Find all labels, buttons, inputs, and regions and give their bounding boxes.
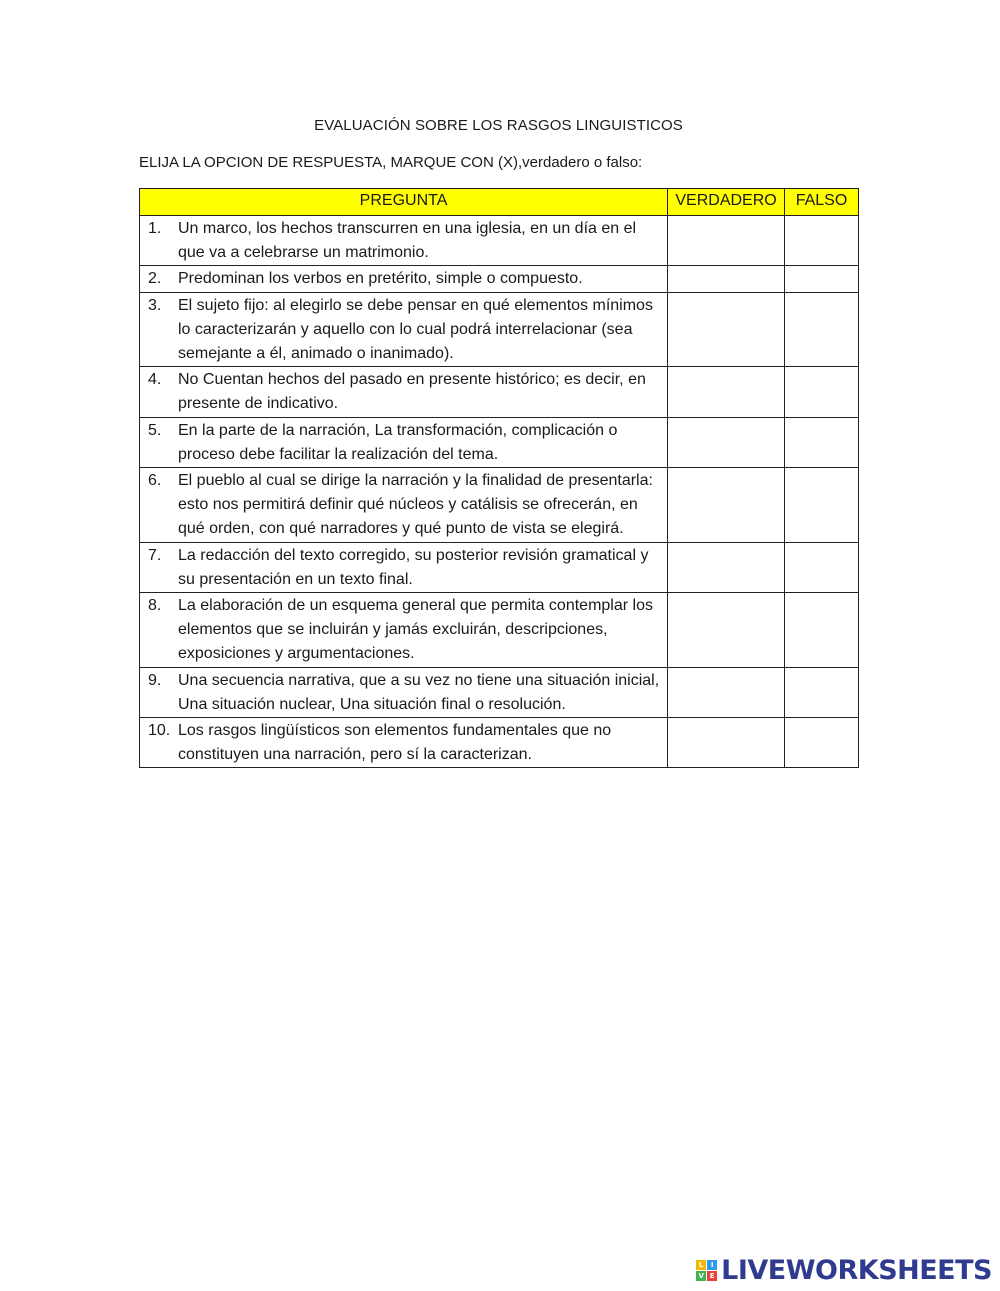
question-cell [140, 542, 668, 592]
question-text: La elaboración de un esquema general que permita contemplar los elementos que se incluirán y jamás excluirán, descripciones, exposiciones y argumentaciones. [178, 597, 653, 663]
false-answer-cell[interactable] [785, 542, 859, 592]
question-number: 6. [148, 472, 162, 490]
false-answer-cell[interactable] [785, 593, 859, 668]
question-cell [140, 417, 668, 467]
header-false: FALSO [785, 189, 859, 216]
false-answer-cell[interactable] [785, 468, 859, 543]
table-header-row [140, 189, 859, 216]
question-row [140, 216, 859, 266]
logo-text: LIVEWORKSHEETS [721, 1255, 992, 1286]
false-answer-cell[interactable] [785, 216, 859, 266]
question-cell [140, 468, 668, 543]
true-answer-cell[interactable] [668, 593, 785, 668]
question-row [140, 593, 859, 668]
question-number: 4. [148, 371, 162, 389]
question-cell [140, 266, 668, 292]
question-number: 10. [148, 722, 171, 740]
question-number: 1. [148, 220, 162, 237]
question-cell [140, 367, 668, 417]
question-text: No Cuentan hechos del pasado en presente histórico; es decir, en presente de indicativo. [178, 371, 646, 413]
question-row [140, 292, 859, 367]
question-cell [140, 718, 668, 768]
question-row [140, 667, 859, 717]
logo-letter-tile: L [696, 1260, 706, 1270]
logo-letter-tile: I [707, 1260, 717, 1270]
question-number: 5. [148, 421, 162, 439]
logo-mark-icon [696, 1260, 717, 1281]
question-row [140, 468, 859, 543]
question-number: 3. [148, 296, 162, 314]
true-answer-cell[interactable] [668, 718, 785, 768]
true-answer-cell[interactable] [668, 542, 785, 592]
false-answer-cell[interactable] [785, 667, 859, 717]
question-text: El sujeto fijo: al elegirlo se debe pensar en qué elementos mínimos lo caracterizarán y aquello con lo cual podrá interrelacionar (sea semejante a él, animado o inanimado). [178, 296, 653, 363]
true-answer-cell[interactable] [668, 468, 785, 543]
true-answer-cell[interactable] [668, 367, 785, 417]
false-answer-cell[interactable] [785, 367, 859, 417]
header-true: VERDADERO [668, 189, 785, 216]
question-text: Un marco, los hechos transcurren en una iglesia, en un día en el que va a celebrarse un matrimonio. [178, 220, 637, 262]
question-number: 2. [148, 270, 162, 288]
header-question: PREGUNTA [140, 189, 668, 216]
question-text: El pueblo al cual se dirige la narración y la finalidad de presentarla: esto nos permitirá definir qué núcleos y catálisis se ofrecerán, en qué orden, con qué narradores y qué punto de vista se elegirá. [178, 472, 653, 538]
logo-letter-tile: E [707, 1271, 717, 1281]
true-answer-cell[interactable] [668, 417, 785, 467]
logo-letter-tile: V [696, 1271, 706, 1281]
question-row [140, 417, 859, 467]
question-row [140, 367, 859, 417]
question-cell [140, 593, 668, 668]
liveworksheets-logo [696, 1255, 992, 1286]
true-answer-cell[interactable] [668, 216, 785, 266]
question-row [140, 542, 859, 592]
question-text: Una secuencia narrativa, que a su vez no tiene una situación inicial, Una situación nuclear, Una situación final o resolución. [178, 671, 660, 713]
quiz-table [139, 188, 859, 768]
true-answer-cell[interactable] [668, 292, 785, 367]
question-text: La redacción del texto corregido, su posterior revisión gramatical y su presentación en un texto final. [178, 546, 649, 588]
page-title: EVALUACIÓN SOBRE LOS RASGOS LINGUISTICOS [314, 117, 683, 134]
question-cell [140, 216, 668, 266]
question-cell [140, 667, 668, 717]
instructions-text: ELIJA LA OPCION DE RESPUESTA, MARQUE CON (X),verdadero o falso: [139, 154, 643, 171]
question-cell [140, 292, 668, 367]
false-answer-cell[interactable] [785, 718, 859, 768]
question-row [140, 718, 859, 768]
question-text: Los rasgos lingüísticos son elementos fundamentales que no constituyen una narración, pero sí la caracterizan. [178, 722, 612, 764]
question-text: Predominan los verbos en pretérito, simple o compuesto. [178, 270, 583, 288]
question-text: En la parte de la narración, La transformación, complicación o proceso debe facilitar la realización del tema. [178, 421, 618, 463]
question-number: 7. [148, 546, 162, 564]
false-answer-cell[interactable] [785, 266, 859, 292]
false-answer-cell[interactable] [785, 292, 859, 367]
false-answer-cell[interactable] [785, 417, 859, 467]
question-number: 8. [148, 597, 162, 615]
true-answer-cell[interactable] [668, 266, 785, 292]
question-number: 9. [148, 671, 162, 689]
true-answer-cell[interactable] [668, 667, 785, 717]
question-row [140, 266, 859, 292]
